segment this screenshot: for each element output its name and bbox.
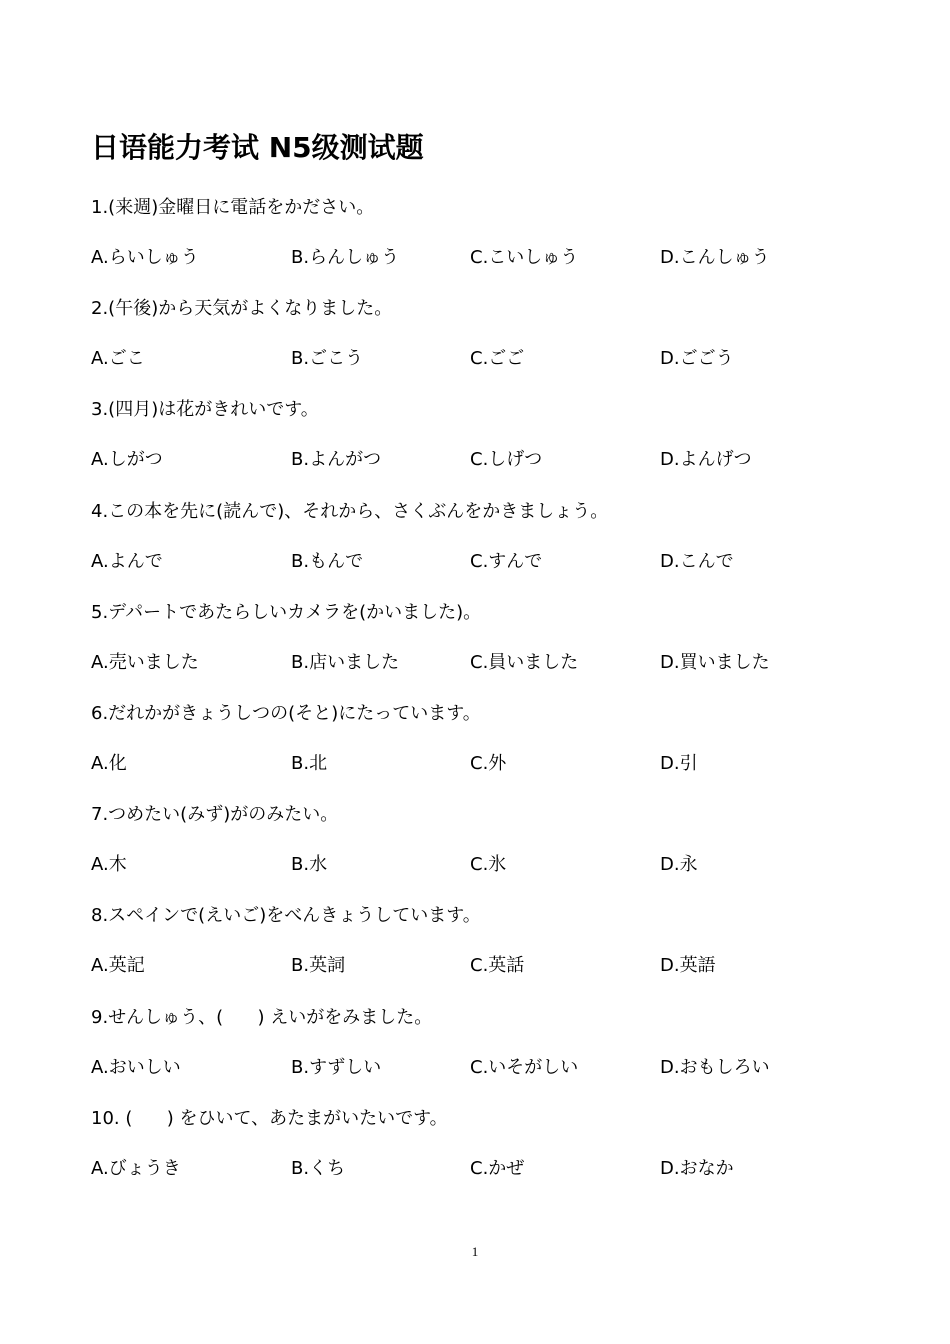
answer-option-b: B.もんで	[291, 550, 364, 572]
question-text: 10. ( ) をひいて、あたまがいたいです。	[91, 1107, 448, 1129]
answer-options	[91, 950, 891, 982]
answer-option-c: C.英話	[470, 955, 525, 977]
answer-option-c: C.員いました	[470, 651, 579, 673]
answer-option-c: C.いそがしい	[470, 1056, 579, 1078]
question-text: 4.この本を先に(読んで)、それから、さくぶんをかきましょう。	[91, 500, 609, 522]
answer-options	[91, 748, 891, 780]
answer-option-c: C.ごご	[470, 348, 525, 370]
question-text: 8.スペインで(えいご)をべんきょうしています。	[91, 905, 481, 927]
answer-options	[91, 647, 891, 679]
question-item	[91, 1103, 891, 1306]
question-text: 1.(来週)金曜日に電話をかださい。	[91, 197, 375, 218]
answer-option-d: D.こんで	[660, 550, 734, 572]
answer-option-a: A.ごこ	[91, 348, 145, 370]
answer-option-a: A.売いました	[91, 651, 199, 673]
answer-options	[91, 444, 891, 476]
question-text: 9.せんしゅう、( ) えいがをみました。	[91, 1006, 433, 1028]
answer-options	[91, 242, 891, 274]
answer-option-d: D.よんげつ	[660, 449, 752, 471]
answer-options	[91, 343, 891, 375]
answer-option-b: B.水	[291, 854, 328, 876]
answer-option-b: B.店いました	[291, 651, 400, 673]
answer-option-b: B.英詞	[291, 955, 346, 977]
answer-options	[91, 1153, 891, 1185]
answer-option-a: A.木	[91, 854, 127, 876]
answer-option-b: B.よんがつ	[291, 449, 382, 471]
answer-option-d: D.引	[660, 753, 698, 774]
answer-options	[91, 849, 891, 881]
answer-option-a: A.英記	[91, 955, 145, 977]
answer-option-c: C.こいしゅう	[470, 247, 579, 268]
answer-option-c: C.外	[470, 753, 507, 774]
question-text: 5.デパートであたらしいカメラを(かいました)。	[91, 601, 482, 623]
answer-option-c: C.しげつ	[470, 449, 543, 471]
answer-option-b: B.ごこう	[291, 348, 364, 370]
answer-option-b: B.北	[291, 753, 328, 774]
question-text: 2.(午後)から天気がよくなりました。	[91, 298, 393, 320]
answer-option-a: A.しがつ	[91, 449, 163, 471]
answer-option-a: A.よんで	[91, 550, 163, 572]
answer-option-c: C.かぜ	[470, 1157, 525, 1179]
answer-option-d: D.こんしゅう	[660, 247, 770, 268]
answer-option-d: D.買いました	[660, 651, 770, 673]
answer-option-a: A.らいしゅう	[91, 247, 199, 268]
answer-option-a: A.びょうき	[91, 1157, 181, 1179]
answer-option-b: B.すずしい	[291, 1056, 382, 1078]
answer-option-a: A.おいしい	[91, 1056, 181, 1078]
answer-options	[91, 546, 891, 578]
question-text: 3.(四月)は花がきれいです。	[91, 399, 319, 421]
answer-option-c: C.氷	[470, 854, 507, 876]
answer-option-d: D.ごごう	[660, 348, 734, 370]
answer-option-a: A.化	[91, 753, 127, 774]
question-text: 7.つめたい(みず)がのみたい。	[91, 804, 339, 826]
answer-option-d: D.英語	[660, 955, 716, 977]
answer-option-d: D.永	[660, 854, 698, 876]
answer-option-b: B.くち	[291, 1157, 346, 1179]
answer-options	[91, 1052, 891, 1084]
document-title: 日语能力考试 N5级测试题	[91, 131, 424, 164]
page-number: 1	[471, 1244, 479, 1259]
answer-option-c: C.すんで	[470, 550, 543, 572]
answer-option-d: D.おなか	[660, 1157, 734, 1179]
answer-option-b: B.らんしゅう	[291, 247, 400, 268]
question-text: 6.だれかがきょうしつの(そと)にたっています。	[91, 703, 481, 724]
answer-option-d: D.おもしろい	[660, 1056, 770, 1078]
